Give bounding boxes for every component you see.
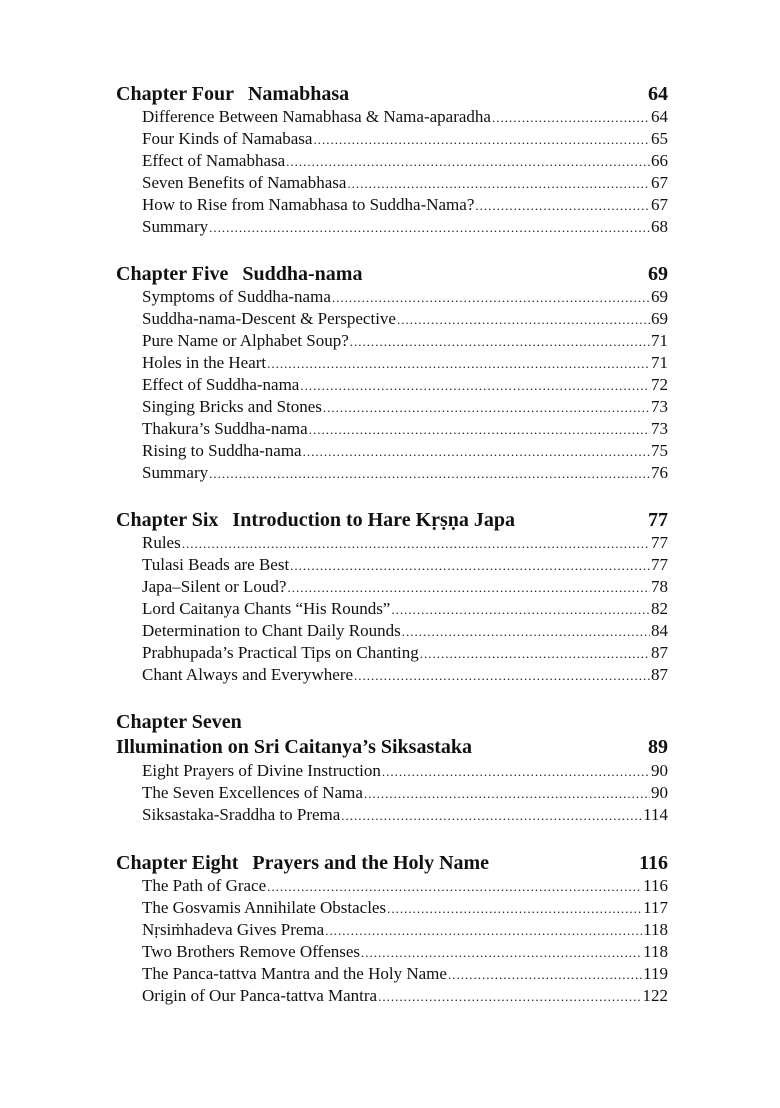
- entry-title: The Path of Grace: [142, 876, 267, 895]
- entry-title: Pure Name or Alphabet Soup?: [142, 331, 349, 350]
- entry-page: 68: [651, 217, 668, 236]
- entry-title: Summary: [142, 463, 209, 482]
- toc-entry[interactable]: [116, 462, 668, 484]
- dot-leader: [361, 942, 642, 964]
- toc-entry[interactable]: [116, 875, 668, 897]
- entry-title: Rising to Suddha-nama: [142, 441, 302, 460]
- entry-title: Effect of Namabhasa: [142, 151, 286, 170]
- entry-page: 87: [651, 665, 668, 684]
- toc-entry[interactable]: [116, 128, 668, 150]
- toc-entry[interactable]: [116, 330, 668, 352]
- toc-entry[interactable]: [116, 396, 668, 418]
- entry-page: 118: [643, 920, 668, 939]
- entry-page: 90: [651, 761, 668, 780]
- toc-entry[interactable]: [116, 352, 668, 374]
- entry-title: Singing Bricks and Stones: [142, 397, 322, 416]
- toc-entry[interactable]: [116, 919, 668, 941]
- chapter-title: Introduction to Hare Kṛṣṇa Japa: [232, 509, 516, 531]
- entry-list: [116, 532, 668, 686]
- entry-page: 114: [643, 805, 668, 824]
- dot-leader: [475, 195, 650, 217]
- dot-leader: [325, 920, 642, 942]
- entry-title: How to Rise from Namabhasa to Suddha-Nama?: [142, 195, 475, 214]
- chapter-page-number: 64: [648, 83, 668, 105]
- entry-page: 64: [651, 107, 668, 126]
- chapter-label: Chapter Seven: [116, 711, 242, 733]
- dot-leader: [492, 107, 650, 129]
- entry-page: 117: [643, 898, 668, 917]
- chapter-label: Chapter Four: [116, 83, 234, 105]
- dot-leader: [287, 577, 650, 599]
- entry-title: Seven Benefits of Namabhasa: [142, 173, 347, 192]
- chapter-six: [116, 508, 668, 686]
- entry-page: 73: [651, 419, 668, 438]
- toc-entry[interactable]: [116, 963, 668, 985]
- entry-title: Japa–Silent or Loud?: [142, 577, 287, 596]
- entry-title: Determination to Chant Daily Rounds: [142, 621, 401, 640]
- dot-leader: [290, 555, 650, 577]
- toc-entry[interactable]: [116, 532, 668, 554]
- entry-title: The Seven Excellences of Nama: [142, 783, 363, 802]
- entry-title: Summary: [142, 217, 209, 236]
- entry-title: Four Kinds of Namabasa: [142, 129, 313, 148]
- dot-leader: [267, 353, 650, 375]
- toc-entry[interactable]: [116, 620, 668, 642]
- entry-page: 72: [651, 375, 668, 394]
- toc-entry[interactable]: [116, 172, 668, 194]
- entry-title: Origin of Our Panca-tattva Mantra: [142, 986, 378, 1005]
- dot-leader: [420, 643, 650, 665]
- toc-entry[interactable]: [116, 286, 668, 308]
- entry-page: 78: [651, 577, 668, 596]
- toc-entry[interactable]: [116, 941, 668, 963]
- toc-entry[interactable]: [116, 760, 668, 782]
- dot-leader: [267, 876, 642, 898]
- toc-entry[interactable]: [116, 216, 668, 238]
- dot-leader: [387, 898, 642, 920]
- entry-page: 90: [651, 783, 668, 802]
- chapter-title: Namabhasa: [247, 83, 350, 105]
- chapter-heading: [116, 710, 668, 734]
- entry-page: 77: [651, 555, 668, 574]
- dot-leader: [323, 397, 650, 419]
- entry-title: Symptoms of Suddha-nama: [142, 287, 331, 306]
- entry-page: 69: [651, 309, 668, 328]
- chapter-title: Prayers and the Holy Name: [252, 852, 490, 874]
- toc-entry[interactable]: [116, 418, 668, 440]
- entry-list: [116, 106, 668, 238]
- toc-entry[interactable]: [116, 598, 668, 620]
- toc-entry[interactable]: [116, 576, 668, 598]
- chapter-heading-line-2: [116, 734, 668, 760]
- entry-page: 119: [643, 964, 668, 983]
- entry-list: [116, 760, 668, 826]
- entry-page: 77: [651, 533, 668, 552]
- toc-entry[interactable]: [116, 897, 668, 919]
- entry-title: Thakura’s Suddha-nama: [142, 419, 308, 438]
- dot-leader: [332, 287, 650, 309]
- chapter-five: [116, 262, 668, 484]
- entry-list: [116, 286, 668, 484]
- entry-page: 67: [651, 195, 668, 214]
- entry-title: Siksastaka-Sraddha to Prema: [142, 805, 341, 824]
- toc-entry[interactable]: [116, 374, 668, 396]
- entry-page: 71: [651, 331, 668, 350]
- dot-leader: [448, 964, 642, 986]
- dot-leader: [341, 805, 642, 827]
- chapter-page-number: 69: [648, 263, 668, 285]
- entry-page: 66: [651, 151, 668, 170]
- entry-page: 116: [643, 876, 668, 895]
- entry-title: The Panca-tattva Mantra and the Holy Name: [142, 964, 447, 983]
- toc-entry[interactable]: [116, 782, 668, 804]
- chapter-seven: [116, 710, 668, 826]
- chapter-page-number: 116: [639, 852, 668, 874]
- entry-title: Holes in the Heart: [142, 353, 267, 372]
- dot-leader: [391, 599, 650, 621]
- dot-leader: [402, 621, 650, 643]
- entry-page: 118: [643, 942, 668, 961]
- entry-title: Lord Caitanya Chants “His Rounds”: [142, 599, 391, 618]
- chapter-heading: [116, 82, 668, 106]
- dot-leader: [309, 419, 650, 441]
- chapter-heading: [116, 262, 668, 286]
- entry-page: 73: [651, 397, 668, 416]
- dot-leader: [397, 309, 650, 331]
- dot-leader: [303, 441, 650, 463]
- chapter-heading: [116, 851, 668, 875]
- chapter-heading: [116, 508, 668, 532]
- entry-title: Chant Always and Everywhere: [142, 665, 354, 684]
- toc-entry[interactable]: [116, 985, 668, 1007]
- dot-leader: [354, 665, 650, 687]
- entry-page: 76: [651, 463, 668, 482]
- entry-page: 69: [651, 287, 668, 306]
- entry-title: Prabhupada’s Practical Tips on Chanting: [142, 643, 419, 662]
- toc-entry[interactable]: [116, 440, 668, 462]
- entry-title: Tulasi Beads are Best: [142, 555, 290, 574]
- chapter-title: Illumination on Sri Caitanya’s Siksastaka: [116, 736, 473, 758]
- dot-leader: [350, 331, 650, 353]
- toc-entry[interactable]: [116, 150, 668, 172]
- entry-page: 65: [651, 129, 668, 148]
- entry-page: 122: [642, 986, 668, 1005]
- dot-leader: [313, 129, 650, 151]
- dot-leader: [300, 375, 650, 397]
- entry-page: 84: [651, 621, 668, 640]
- dot-leader: [182, 533, 650, 555]
- chapter-title: Suddha-nama: [242, 263, 363, 285]
- entry-page: 82: [651, 599, 668, 618]
- toc-entry[interactable]: [116, 194, 668, 216]
- dot-leader: [382, 761, 650, 783]
- entry-title: Eight Prayers of Divine Instruction: [142, 761, 381, 780]
- toc-entry[interactable]: [116, 642, 668, 664]
- entry-title: Rules: [142, 533, 181, 552]
- entry-page: 67: [651, 173, 668, 192]
- entry-title: Difference Between Namabhasa & Nama-aparadha: [142, 107, 491, 126]
- toc-entry[interactable]: [116, 308, 668, 330]
- entry-title: Suddha-nama-Descent & Perspective: [142, 309, 396, 328]
- chapter-four: [116, 82, 668, 238]
- toc-entry[interactable]: [116, 804, 668, 826]
- chapter-label: Chapter Five: [116, 263, 229, 285]
- toc-entry[interactable]: [116, 554, 668, 576]
- entry-page: 75: [651, 441, 668, 460]
- dot-leader: [347, 173, 650, 195]
- chapter-label: Chapter Eight: [116, 852, 239, 874]
- dot-leader: [209, 463, 650, 485]
- entry-list: [116, 875, 668, 1007]
- chapter-eight: [116, 851, 668, 1007]
- chapter-page-number: 89: [648, 736, 668, 758]
- dot-leader: [286, 151, 650, 173]
- entry-title: The Gosvamis Annihilate Obstacles: [142, 898, 387, 917]
- toc-entry[interactable]: [116, 664, 668, 686]
- entry-page: 87: [651, 643, 668, 662]
- entry-title: Two Brothers Remove Offenses: [142, 942, 361, 961]
- toc-entry[interactable]: [116, 106, 668, 128]
- dot-leader: [364, 783, 650, 805]
- entry-page: 71: [651, 353, 668, 372]
- chapter-page-number: 77: [648, 509, 668, 531]
- entry-title: Effect of Suddha-nama: [142, 375, 300, 394]
- dot-leader: [378, 986, 641, 1008]
- entry-title: Nṛsiṁhadeva Gives Prema: [142, 920, 325, 939]
- dot-leader: [209, 217, 650, 239]
- chapter-label: Chapter Six: [116, 509, 219, 531]
